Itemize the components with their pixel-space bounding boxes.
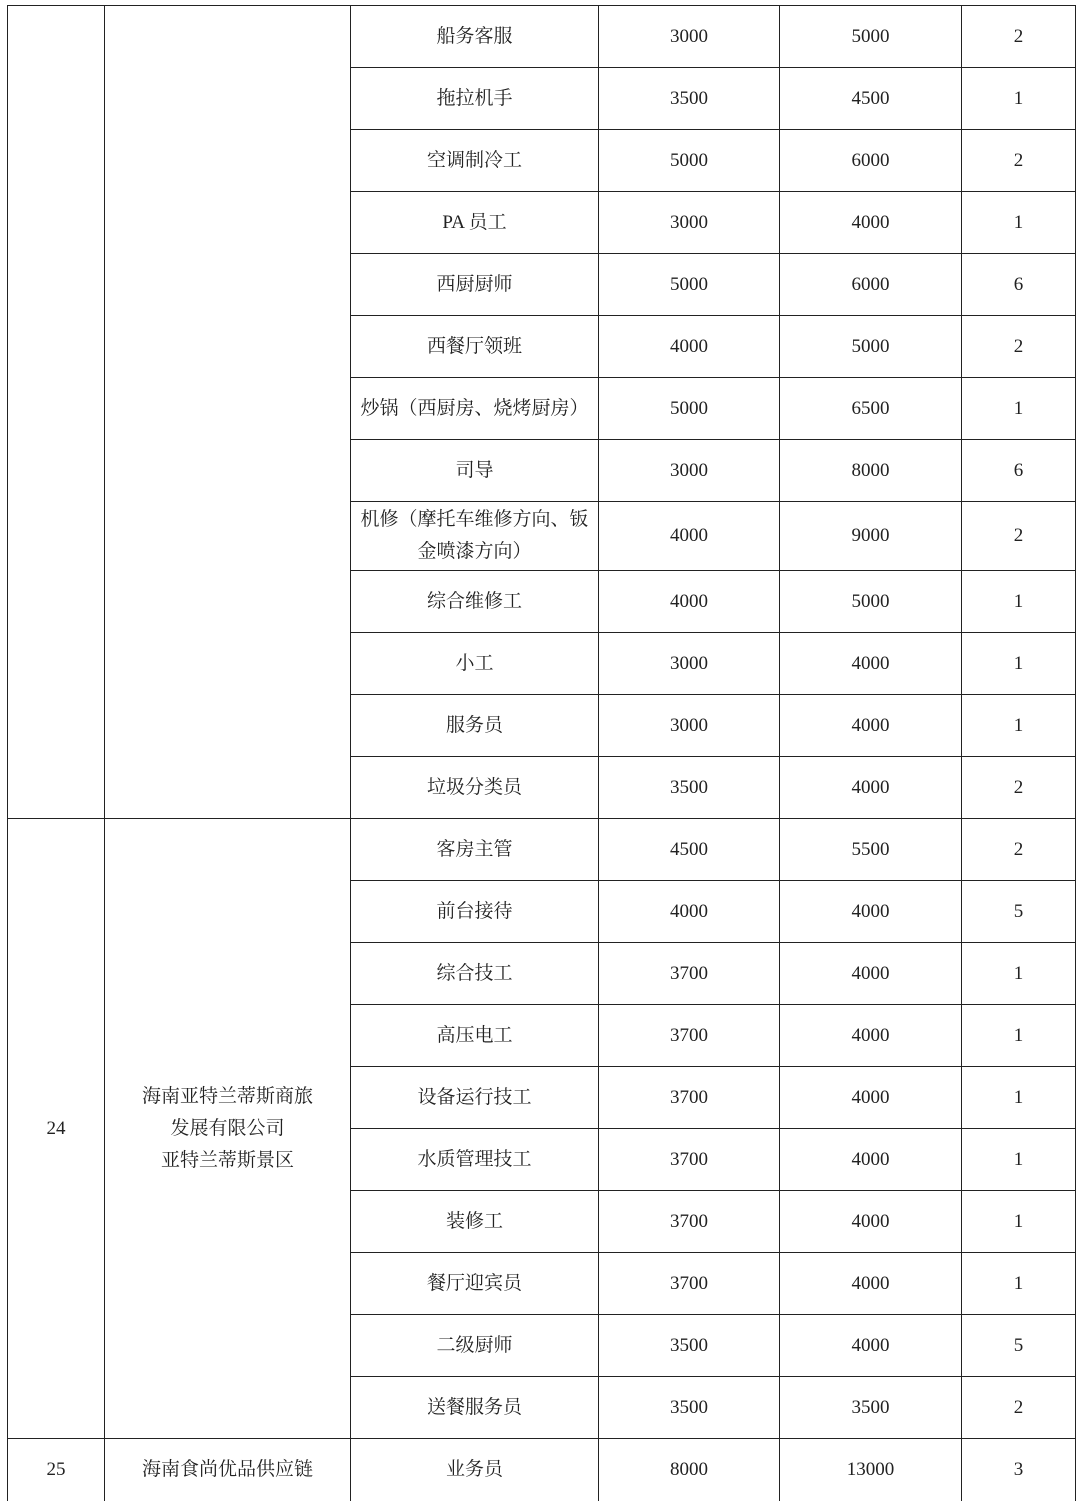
position-cell: 船务客服 bbox=[351, 6, 599, 68]
salary-min-cell: 3700 bbox=[599, 1253, 780, 1315]
position-cell: 二级厨师 bbox=[351, 1315, 599, 1377]
position-cell: 餐厅迎宾员 bbox=[351, 1253, 599, 1315]
salary-min-cell: 5000 bbox=[599, 378, 780, 440]
headcount-cell: 2 bbox=[962, 757, 1076, 819]
salary-max-cell: 4000 bbox=[780, 192, 962, 254]
salary-min-cell: 4500 bbox=[599, 819, 780, 881]
headcount-cell: 2 bbox=[962, 6, 1076, 68]
headcount-cell: 2 bbox=[962, 130, 1076, 192]
position-cell: 小工 bbox=[351, 633, 599, 695]
salary-max-cell: 4000 bbox=[780, 1191, 962, 1253]
company-name-line: 发展有限公司 bbox=[170, 1117, 285, 1139]
position-cell: PA 员工 bbox=[351, 192, 599, 254]
salary-max-cell: 4000 bbox=[780, 695, 962, 757]
headcount-cell: 1 bbox=[962, 571, 1076, 633]
salary-max-cell: 4000 bbox=[780, 1129, 962, 1191]
headcount-cell: 2 bbox=[962, 1377, 1076, 1439]
salary-max-cell: 9000 bbox=[780, 502, 962, 571]
salary-max-cell: 5500 bbox=[780, 819, 962, 881]
salary-min-cell: 4000 bbox=[599, 316, 780, 378]
position-cell: 司导 bbox=[351, 440, 599, 502]
company-name-cell bbox=[105, 819, 351, 1439]
company-name-cell bbox=[105, 1439, 351, 1501]
salary-max-cell: 5000 bbox=[780, 316, 962, 378]
salary-min-cell: 4000 bbox=[599, 502, 780, 571]
position-cell: 综合维修工 bbox=[351, 571, 599, 633]
company-name-line: 亚特兰蒂斯景区 bbox=[160, 1149, 294, 1171]
salary-max-cell: 4000 bbox=[780, 757, 962, 819]
position-cell: 装修工 bbox=[351, 1191, 599, 1253]
salary-min-cell: 3500 bbox=[599, 68, 780, 130]
job-listing-table bbox=[7, 5, 1076, 1501]
headcount-cell: 1 bbox=[962, 1005, 1076, 1067]
position-cell: 西厨厨师 bbox=[351, 254, 599, 316]
salary-min-cell: 3000 bbox=[599, 633, 780, 695]
company-name-line: 海南亚特兰蒂斯商旅 bbox=[141, 1085, 313, 1107]
salary-min-cell: 5000 bbox=[599, 254, 780, 316]
serial-number-cell: 25 bbox=[8, 1439, 105, 1501]
headcount-cell: 3 bbox=[962, 1439, 1076, 1501]
table-row bbox=[8, 6, 1076, 68]
salary-max-cell: 4000 bbox=[780, 943, 962, 1005]
headcount-cell: 1 bbox=[962, 633, 1076, 695]
salary-max-cell: 6000 bbox=[780, 130, 962, 192]
table-row bbox=[8, 1439, 1076, 1501]
headcount-cell: 1 bbox=[962, 1067, 1076, 1129]
salary-max-cell: 4000 bbox=[780, 881, 962, 943]
salary-min-cell: 3000 bbox=[599, 695, 780, 757]
position-cell: 水质管理技工 bbox=[351, 1129, 599, 1191]
position-cell: 综合技工 bbox=[351, 943, 599, 1005]
salary-max-cell: 6500 bbox=[780, 378, 962, 440]
salary-max-cell: 4500 bbox=[780, 68, 962, 130]
salary-min-cell: 4000 bbox=[599, 881, 780, 943]
position-cell: 炒锅（西厨房、烧烤厨房） bbox=[351, 378, 599, 440]
headcount-cell: 1 bbox=[962, 695, 1076, 757]
position-cell: 拖拉机手 bbox=[351, 68, 599, 130]
salary-max-cell: 3500 bbox=[780, 1377, 962, 1439]
salary-max-cell: 6000 bbox=[780, 254, 962, 316]
position-cell: 机修（摩托车维修方向、钣金喷漆方向） bbox=[351, 502, 599, 571]
salary-max-cell: 4000 bbox=[780, 633, 962, 695]
headcount-cell: 5 bbox=[962, 881, 1076, 943]
position-cell: 业务员 bbox=[351, 1439, 599, 1501]
salary-min-cell: 3500 bbox=[599, 1377, 780, 1439]
headcount-cell: 1 bbox=[962, 1253, 1076, 1315]
salary-min-cell: 8000 bbox=[599, 1439, 780, 1501]
salary-min-cell: 3700 bbox=[599, 1129, 780, 1191]
position-cell: 西餐厅领班 bbox=[351, 316, 599, 378]
position-cell: 送餐服务员 bbox=[351, 1377, 599, 1439]
salary-max-cell: 4000 bbox=[780, 1067, 962, 1129]
table-row bbox=[8, 819, 1076, 881]
headcount-cell: 1 bbox=[962, 1191, 1076, 1253]
salary-min-cell: 3000 bbox=[599, 440, 780, 502]
salary-max-cell: 5000 bbox=[780, 571, 962, 633]
salary-min-cell: 3500 bbox=[599, 757, 780, 819]
headcount-cell: 2 bbox=[962, 819, 1076, 881]
headcount-cell: 5 bbox=[962, 1315, 1076, 1377]
salary-max-cell: 5000 bbox=[780, 6, 962, 68]
headcount-cell: 1 bbox=[962, 378, 1076, 440]
headcount-cell: 1 bbox=[962, 192, 1076, 254]
headcount-cell: 1 bbox=[962, 943, 1076, 1005]
salary-max-cell: 4000 bbox=[780, 1253, 962, 1315]
salary-min-cell: 3700 bbox=[599, 1005, 780, 1067]
position-cell: 客房主管 bbox=[351, 819, 599, 881]
headcount-cell: 2 bbox=[962, 502, 1076, 571]
headcount-cell: 2 bbox=[962, 316, 1076, 378]
salary-max-cell: 13000 bbox=[780, 1439, 962, 1501]
position-cell: 服务员 bbox=[351, 695, 599, 757]
salary-max-cell: 8000 bbox=[780, 440, 962, 502]
position-cell: 空调制冷工 bbox=[351, 130, 599, 192]
salary-min-cell: 5000 bbox=[599, 130, 780, 192]
headcount-cell: 1 bbox=[962, 1129, 1076, 1191]
salary-min-cell: 4000 bbox=[599, 571, 780, 633]
position-cell: 高压电工 bbox=[351, 1005, 599, 1067]
position-cell: 设备运行技工 bbox=[351, 1067, 599, 1129]
salary-max-cell: 4000 bbox=[780, 1315, 962, 1377]
salary-min-cell: 3000 bbox=[599, 192, 780, 254]
position-cell: 垃圾分类员 bbox=[351, 757, 599, 819]
salary-min-cell: 3500 bbox=[599, 1315, 780, 1377]
headcount-cell: 6 bbox=[962, 254, 1076, 316]
salary-min-cell: 3700 bbox=[599, 943, 780, 1005]
serial-number-cell: 24 bbox=[8, 819, 105, 1439]
headcount-cell: 1 bbox=[962, 68, 1076, 130]
salary-min-cell: 3000 bbox=[599, 6, 780, 68]
company-name-cell bbox=[105, 6, 351, 819]
position-cell: 前台接待 bbox=[351, 881, 599, 943]
company-name-line: 海南食尚优品供应链 bbox=[141, 1458, 313, 1480]
serial-number-cell bbox=[8, 6, 105, 819]
salary-min-cell: 3700 bbox=[599, 1191, 780, 1253]
salary-min-cell: 3700 bbox=[599, 1067, 780, 1129]
headcount-cell: 6 bbox=[962, 440, 1076, 502]
salary-max-cell: 4000 bbox=[780, 1005, 962, 1067]
